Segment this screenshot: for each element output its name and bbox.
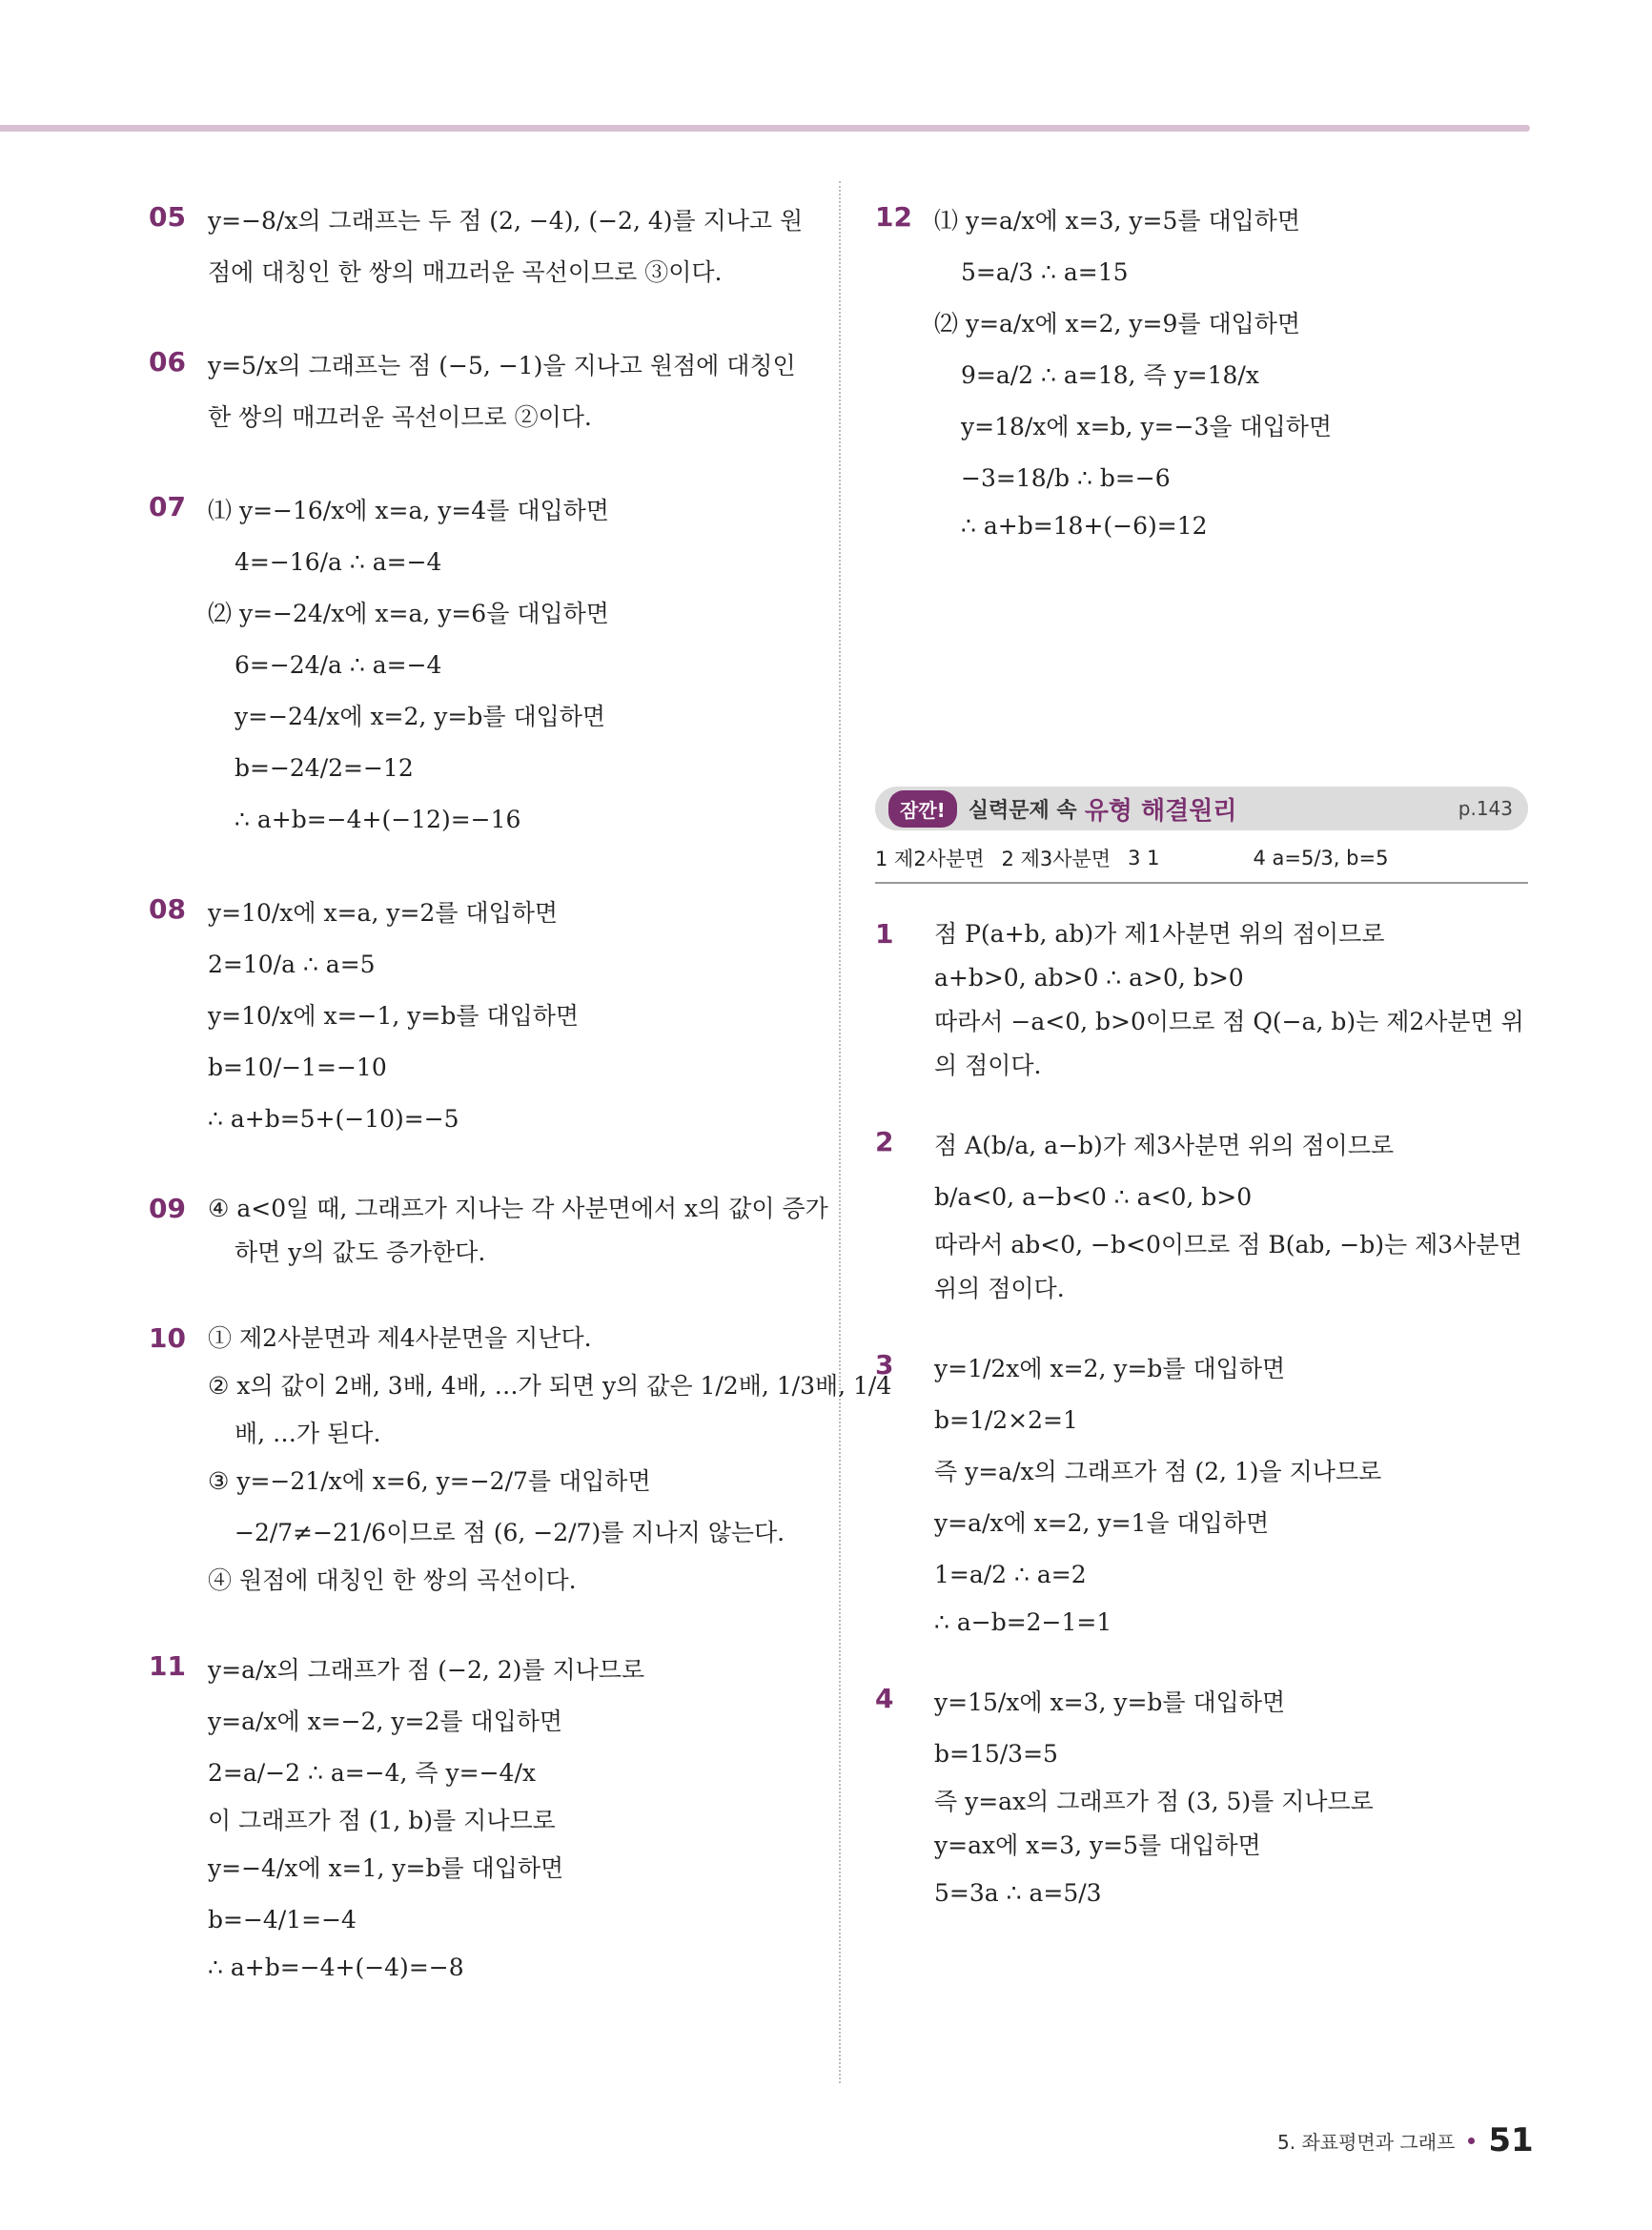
page-number: 51 <box>1488 2121 1534 2159</box>
solution-line: −3=18/b ∴ b=−6 <box>961 464 1171 493</box>
solution-line: y=1/2x에 x=2, y=b를 대입하면 <box>934 1355 1286 1383</box>
problem-07 <box>149 485 806 846</box>
tip-page-ref: p.143 <box>1458 797 1513 820</box>
solution-line: y=−8/x의 그래프는 두 점 (2, −4), (−2, 4)를 지나고 원 <box>208 207 804 235</box>
solution-line: ⑵ y=−24/x에 x=a, y=6을 대입하면 <box>208 600 609 628</box>
solution-line: b=10/−1=−10 <box>208 1054 387 1082</box>
column-divider <box>839 181 841 2083</box>
solution-line: y=5/x의 그래프는 점 (−5, −1)을 지나고 원점에 대칭인 <box>208 352 796 380</box>
solution-line: 2=a/−2 ∴ a=−4, 즉 y=−4/x <box>208 1759 536 1788</box>
answer-summary <box>875 830 1528 884</box>
problem-number: 12 <box>875 201 912 233</box>
solution-line: 점 P(a+b, ab)가 제1사분면 위의 점이므로 <box>934 920 1385 949</box>
solution-line: y=a/x에 x=2, y=1을 대입하면 <box>934 1509 1270 1538</box>
solution-line: 9=a/2 ∴ a=18, 즉 y=18/x <box>961 361 1259 390</box>
problem-number: 08 <box>149 893 186 925</box>
right-column <box>875 195 1528 1952</box>
tip-tag: 잠깐! <box>888 790 957 828</box>
solution-line: y=a/x에 x=−2, y=2를 대입하면 <box>208 1708 563 1736</box>
solution-line: ∴ a+b=5+(−10)=−5 <box>208 1105 459 1134</box>
answer-1: 1 제2사분면 <box>875 848 985 870</box>
solution-line: −2/7≠−21/6이므로 점 (6, −2/7)를 지나지 않는다. <box>235 1519 785 1547</box>
solution-line: b/a<0, a−b<0 ∴ a<0, b>0 <box>934 1183 1253 1212</box>
solution-line: 위의 점이다. <box>934 1275 1065 1303</box>
solution-line: y=10/x에 x=a, y=2를 대입하면 <box>208 899 559 928</box>
solution-line: 즉 y=ax의 그래프가 점 (3, 5)를 지나므로 <box>934 1788 1374 1816</box>
problem-05 <box>149 195 806 298</box>
problem-number: 11 <box>149 1650 186 1682</box>
solution-line: 1=a/2 ∴ a=2 <box>934 1561 1087 1589</box>
solution-line: b=−24/2=−12 <box>235 754 414 783</box>
solution-line: 한 쌍의 매끄러운 곡선이므로 ②이다. <box>208 403 592 432</box>
problem-09 <box>149 1187 828 1275</box>
solution-line: y=10/x에 x=−1, y=b를 대입하면 <box>208 1002 580 1031</box>
problem-08 <box>149 888 806 1145</box>
solution-line: 이 그래프가 점 (1, b)를 지나므로 <box>208 1807 556 1835</box>
problem-number: 05 <box>149 201 186 233</box>
solution-line: ④ a<0일 때, 그래프가 지나는 각 사분면에서 x의 값이 증가 <box>208 1195 828 1223</box>
solution-line: ④ 원점에 대칭인 한 쌍의 곡선이다. <box>208 1566 577 1595</box>
problem-06 <box>149 340 806 443</box>
solution-line: b=15/3=5 <box>934 1740 1058 1769</box>
tip-highlight: 유형 해결원리 <box>1084 796 1237 826</box>
answer-3: 3 1 <box>1128 847 1160 869</box>
question-3 <box>875 1343 1528 1645</box>
problem-number: 07 <box>149 491 186 522</box>
left-column <box>149 195 892 2032</box>
problem-number: 10 <box>149 1322 186 1354</box>
problem-number: 06 <box>149 346 186 378</box>
solution-line: 4=−16/a ∴ a=−4 <box>235 548 442 577</box>
solution-line: y=18/x에 x=b, y=−3을 대입하면 <box>961 413 1333 441</box>
solution-line: 의 점이다. <box>934 1052 1042 1080</box>
problem-10 <box>149 1317 892 1603</box>
solution-line: y=15/x에 x=3, y=b를 대입하면 <box>934 1688 1286 1717</box>
solution-line: y=−4/x에 x=1, y=b를 대입하면 <box>208 1854 564 1883</box>
problem-number: 09 <box>149 1193 186 1224</box>
top-rule <box>0 125 1530 132</box>
solution-line: ∴ a+b=−4+(−4)=−8 <box>208 1954 464 1982</box>
solution-line: ② x의 값이 2배, 3배, 4배, …가 되면 y의 값은 1/2배, 1/3배, 1/4 <box>208 1372 892 1401</box>
solution-line: ⑵ y=a/x에 x=2, y=9를 대입하면 <box>934 310 1301 338</box>
problem-number: 4 <box>875 1683 894 1714</box>
solution-line: ⑴ y=a/x에 x=3, y=5를 대입하면 <box>934 207 1301 235</box>
problem-number: 3 <box>875 1349 894 1381</box>
solution-line: 5=3a ∴ a=5/3 <box>934 1879 1102 1908</box>
solution-line: b=−4/1=−4 <box>208 1906 357 1934</box>
question-4 <box>875 1677 1528 1919</box>
answer-2: 2 제3사분면 <box>1001 848 1112 870</box>
problem-number: 1 <box>875 918 894 950</box>
solution-line: 2=10/a ∴ a=5 <box>208 951 376 979</box>
tip-title: 실력문제 속 <box>968 798 1077 823</box>
solution-line: 배, …가 된다. <box>235 1420 381 1448</box>
solution-line: 6=−24/a ∴ a=−4 <box>235 651 442 680</box>
solution-line: ⑴ y=−16/x에 x=a, y=4를 대입하면 <box>208 497 609 525</box>
problem-11 <box>149 1645 806 1990</box>
solution-line: ∴ a+b=18+(−6)=12 <box>961 512 1208 541</box>
solution-line: 즉 y=a/x의 그래프가 점 (2, 1)을 지나므로 <box>934 1458 1382 1486</box>
question-2 <box>875 1120 1528 1311</box>
solution-line: y=a/x의 그래프가 점 (−2, 2)를 지나므로 <box>208 1656 645 1685</box>
solution-line: ① 제2사분면과 제4사분면을 지난다. <box>208 1324 592 1353</box>
problem-number: 2 <box>875 1126 894 1157</box>
solution-line: y=ax에 x=3, y=5를 대입하면 <box>934 1831 1261 1860</box>
footer-bullet-icon <box>1468 2138 1475 2144</box>
tip-banner <box>875 787 1528 830</box>
solution-line: ∴ a−b=2−1=1 <box>934 1608 1112 1637</box>
solution-line: 점에 대칭인 한 쌍의 매끄러운 곡선이므로 ③이다. <box>208 258 723 287</box>
solution-line: 하면 y의 값도 증가한다. <box>235 1238 486 1267</box>
answer-4: 4 a=5/3, b=5 <box>1253 847 1389 869</box>
solution-line: ③ y=−21/x에 x=6, y=−2/7를 대입하면 <box>208 1467 651 1496</box>
solution-line: 따라서 ab<0, −b<0이므로 점 B(ab, −b)는 제3사분면 <box>934 1231 1522 1259</box>
solution-line: 따라서 −a<0, b>0이므로 점 Q(−a, b)는 제2사분면 위 <box>934 1008 1524 1036</box>
solution-line: 5=a/3 ∴ a=15 <box>961 258 1129 287</box>
solution-line: ∴ a+b=−4+(−12)=−16 <box>235 806 521 834</box>
page-footer <box>1277 2121 1534 2159</box>
solution-line: b=1/2×2=1 <box>934 1406 1078 1435</box>
question-1 <box>875 912 1528 1088</box>
problem-12 <box>875 195 1528 548</box>
solution-line: a+b>0, ab>0 ∴ a>0, b>0 <box>934 964 1244 992</box>
chapter-title: 5. 좌표평면과 그래프 <box>1277 2130 1456 2154</box>
solution-line: y=−24/x에 x=2, y=b를 대입하면 <box>235 703 606 731</box>
solution-line: 점 A(b/a, a−b)가 제3사분면 위의 점이므로 <box>934 1132 1395 1160</box>
